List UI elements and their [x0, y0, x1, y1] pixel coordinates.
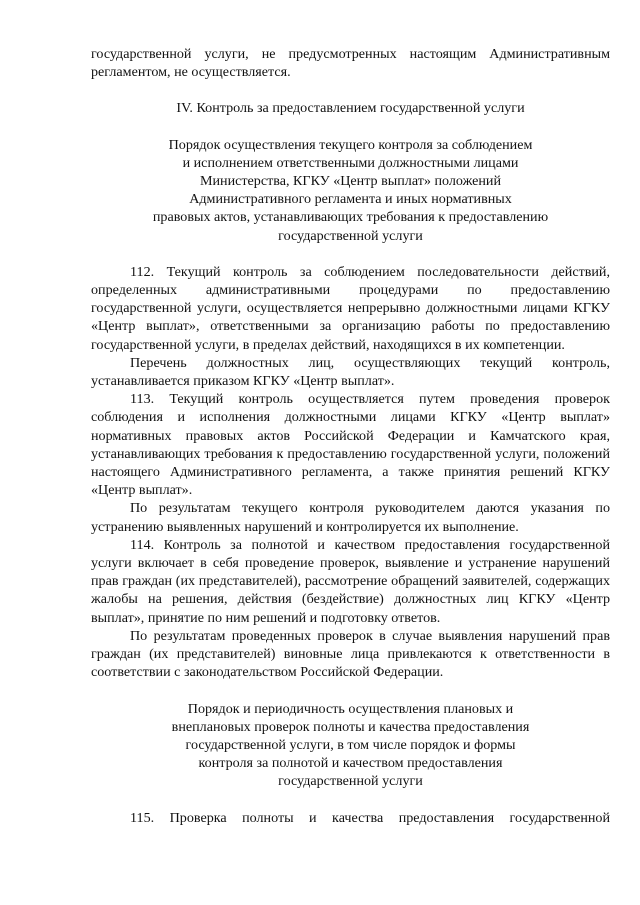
heading-line: Министерства, КГКУ «Центр выплат» положений	[199, 173, 502, 190]
section-title: IV. Контроль за предоставлением государственной услуги	[176, 100, 525, 117]
heading-line: и исполнением ответственными должностными лицами	[182, 154, 519, 171]
intro-continuation-paragraph: государственной услуги, не предусмотренных настоящим Административным регламентом, не осуществляется.	[91, 46, 610, 81]
heading-line: государственной услуги, в том числе порядок и формы	[185, 736, 516, 753]
paragraph-115: 115. Проверка полноты и качества предоставления государственной	[130, 809, 610, 826]
paragraph-112: 112. Текущий контроль за соблюдением последовательности действий, определенных административными процедурами по предоставлению государственной услуги, осуществляется непрерывно должностными лицами КГКУ «Центр выплат», ответственными за организацию работы по предоставлению государственной услуги, в пределах действий, находящихся в их компетенции.	[91, 263, 610, 353]
heading-line: Порядок осуществления текущего контроля за соблюдением	[168, 136, 533, 153]
heading-line: правовых актов, устанавливающих требования к предоставлению	[152, 209, 549, 226]
subsection-heading-current-control	[91, 136, 610, 245]
paragraph-officials-list: Перечень должностных лиц, осуществляющих текущий контроль, устанавливается приказом КГКУ «Центр выплат».	[91, 354, 610, 390]
paragraph-113: 113. Текущий контроль осуществляется путем проведения проверок соблюдения и исполнения должностными лицами КГКУ «Центр выплат» нормативных правовых актов Российской Федерации и Камчатского края, устанавливающих требования к предоставлению государственной услуги, положений настоящего Административного регламента, а также принятия решений КГКУ «Центр выплат».	[91, 391, 610, 499]
paragraph-control-results: По результатам текущего контроля руководителем даются указания по устранению выявленных нарушений и контролируется их выполнение.	[91, 500, 610, 535]
paragraph-114: 114. Контроль за полнотой и качеством предоставления государственной услуги включает в себя проведение проверок, выявление и устранение нарушений прав граждан (их представителей), рассмотрение обращений заявителей, содержащих жалобы на решения, действия (бездействие) должностных лиц КГКУ «Центр выплат», принятие по ним решений и подготовку ответов.	[91, 536, 610, 626]
heading-line: Административного регламента и иных нормативных	[189, 191, 512, 208]
heading-line: внеплановых проверок полноты и качества предоставления	[171, 718, 530, 735]
heading-line: государственной услуги	[278, 773, 423, 790]
subsection-heading-inspections	[91, 700, 610, 791]
heading-line: государственной услуги	[278, 227, 423, 244]
paragraph-inspection-results: По результатам проведенных проверок в случае выявления нарушений прав граждан (их представителей) виновные лица привлекаются к ответственности в соответствии с законодательством Российской Федерации.	[91, 627, 610, 681]
heading-line: контроля за полнотой и качеством предоставления	[198, 755, 503, 772]
heading-line: Порядок и периодичность осуществления плановых и	[187, 700, 514, 717]
